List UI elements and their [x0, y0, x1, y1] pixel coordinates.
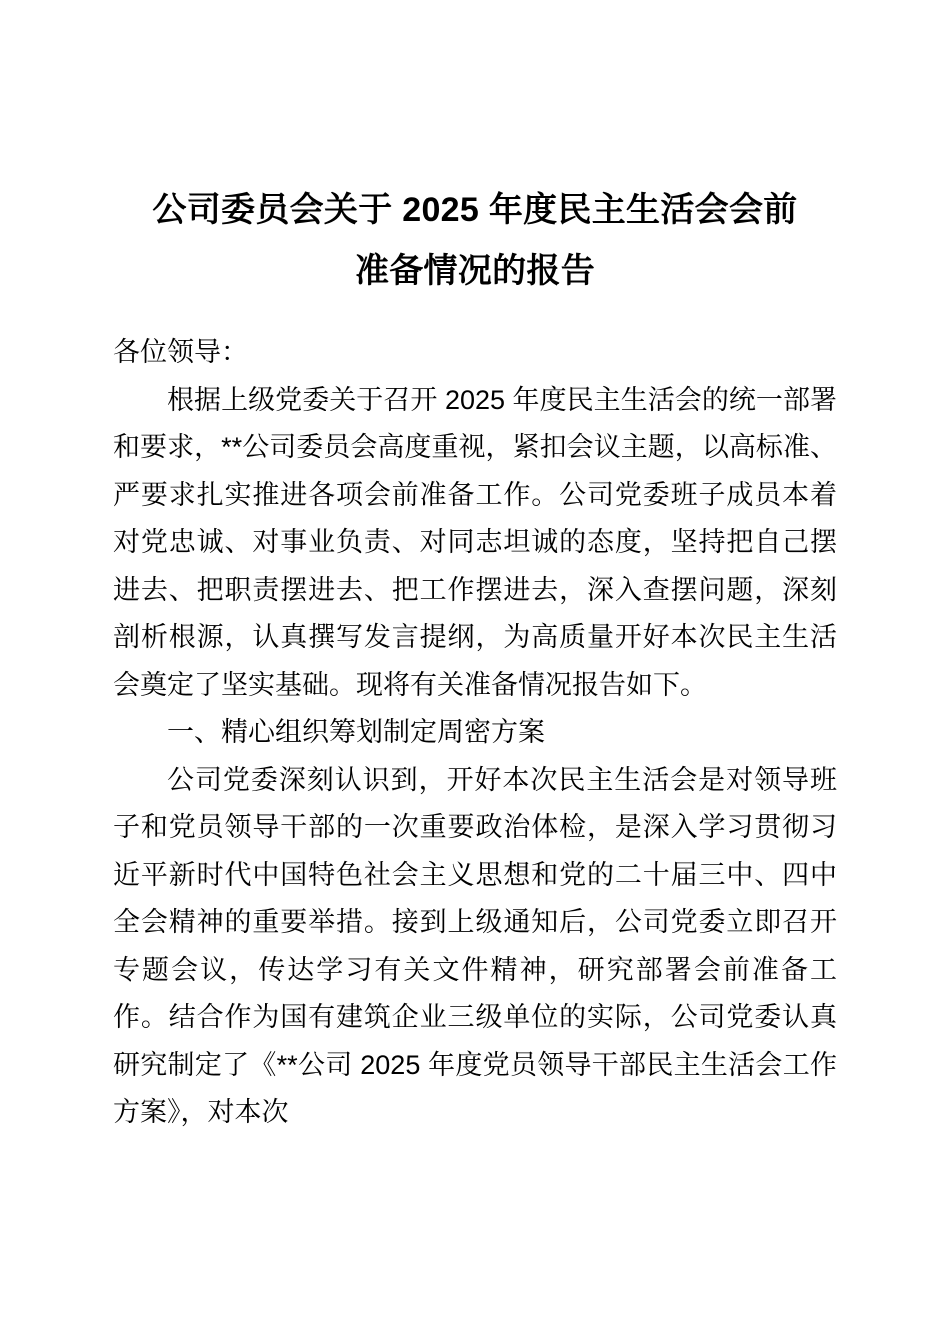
document-title-line-2: 准备情况的报告 — [354, 251, 596, 290]
section-heading-1: 一、精心组织筹划制定周密方案 — [167, 717, 545, 748]
salutation: 各位领导： — [113, 337, 248, 368]
section-1-paragraph: 公司党委深刻认识到，开好本次民主生活会是对领导班子和党员领导干部的一次重要政治体检，是深入学习贯彻习近平新时代中国特色社会主义思想和党的二十届三中、四中全会精神的重要举措。接到上级通知后，公司党委立即召开专题会议，传达学习有关文件精神，研究部署会前准备工作。结合作为国有建筑企业三级单位的实际，公司党委认真研究制定了《**公司 2025 年度党员领导干部民主生活会工作方案》，对本次 — [113, 764, 837, 1128]
document-title — [113, 0, 837, 301]
document-title-line-1: 公司委员会关于 2025 年度民主生活会会前 — [152, 191, 798, 229]
page-content — [113, 0, 837, 1137]
intro-paragraph: 根据上级党委关于召开 2025 年度民主生活会的统一部署和要求，**公司委员会高度重视，紧扣会议主题，以高标准、严要求扎实推进各项会前准备工作。公司党委班子成员本着对党忠诚、对事业负责、对同志坦诚的态度，坚持把自己摆进去、把职责摆进去、把工作摆进去，深入查摆问题，深刻剖析根源，认真撰写发言提纲，为高质量开好本次民主生活会奠定了坚实基础。现将有关准备情况报告如下。 — [113, 384, 837, 700]
